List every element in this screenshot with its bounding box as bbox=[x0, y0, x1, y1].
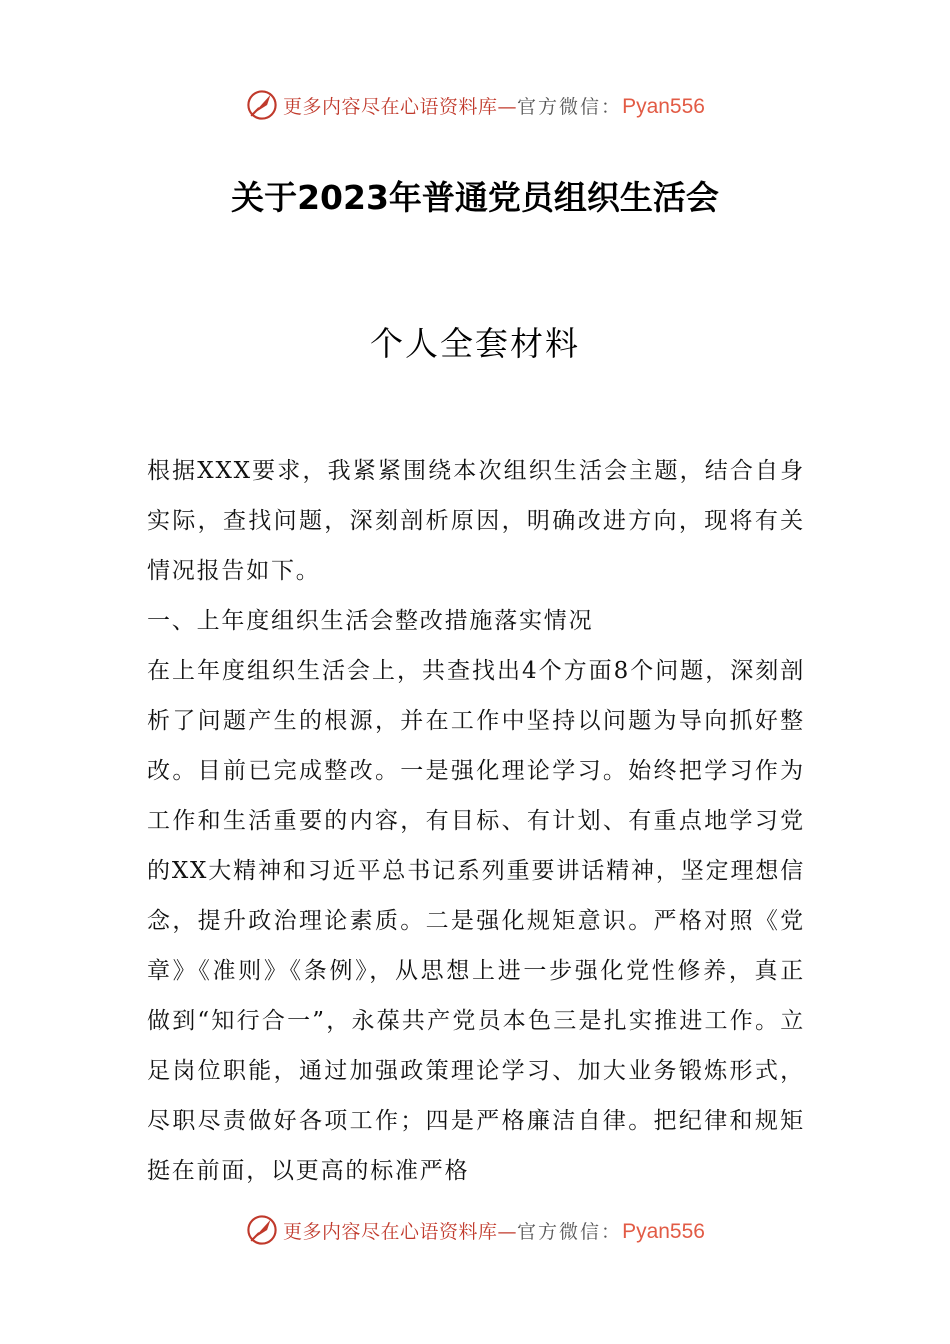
banner-slogan: 更多内容尽在心语资料库 bbox=[283, 95, 498, 118]
quill-logo-icon bbox=[245, 88, 279, 122]
banner-separator: — bbox=[497, 95, 518, 118]
banner-wechat-label: 官方微信： bbox=[517, 95, 623, 118]
banner-wechat-id: Pyan556 bbox=[622, 94, 705, 118]
document-body bbox=[147, 446, 805, 1196]
document-title-line1: 关于2023年普通党员组织生活会 bbox=[231, 178, 719, 217]
banner-text bbox=[283, 1217, 705, 1244]
banner-separator: — bbox=[497, 1220, 518, 1243]
paragraph-rectification: 在上年度组织生活会上，共查找出4个方面8个问题，深刻剖析了问题产生的根源，并在工作中坚持以问题为导向抓好整改。目前已完成整改。一是强化理论学习。始终把学习作为工作和生活重要的内容，有目标、有计划、有重点地学习党的XX大精神和习近平总书记系列重要讲话精神，坚定理想信念，提升政治理论素质。二是强化规矩意识。严格对照《党章》《准则》《条例》，从思想上进一步强化党性修养，真正做到“知行合一”，永葆共产党员本色三是扎实推进工作。立足岗位职能，通过加强政策理论学习、加大业务锻炼形式，尽职尽责做好各项工作；四是严格廉洁自律。把纪律和规矩挺在前面，以更高的标准严格 bbox=[147, 658, 805, 1184]
paragraph-intro: 根据XXX要求，我紧紧围绕本次组织生活会主题，结合自身实际，查找问题，深刻剖析原因，明确改进方向，现将有关情况报告如下。 bbox=[147, 458, 805, 584]
document-title-line2: 个人全套材料 bbox=[370, 324, 580, 363]
section-heading: 一、上年度组织生活会整改措施落实情况 bbox=[147, 608, 594, 634]
banner-wechat-id: Pyan556 bbox=[622, 1219, 705, 1243]
banner-text bbox=[283, 92, 705, 119]
banner-slogan: 更多内容尽在心语资料库 bbox=[283, 1220, 498, 1243]
banner-wechat-label: 官方微信： bbox=[517, 1220, 623, 1243]
header-banner bbox=[0, 80, 950, 130]
quill-logo-icon bbox=[245, 1213, 279, 1247]
footer-banner bbox=[0, 1205, 950, 1255]
